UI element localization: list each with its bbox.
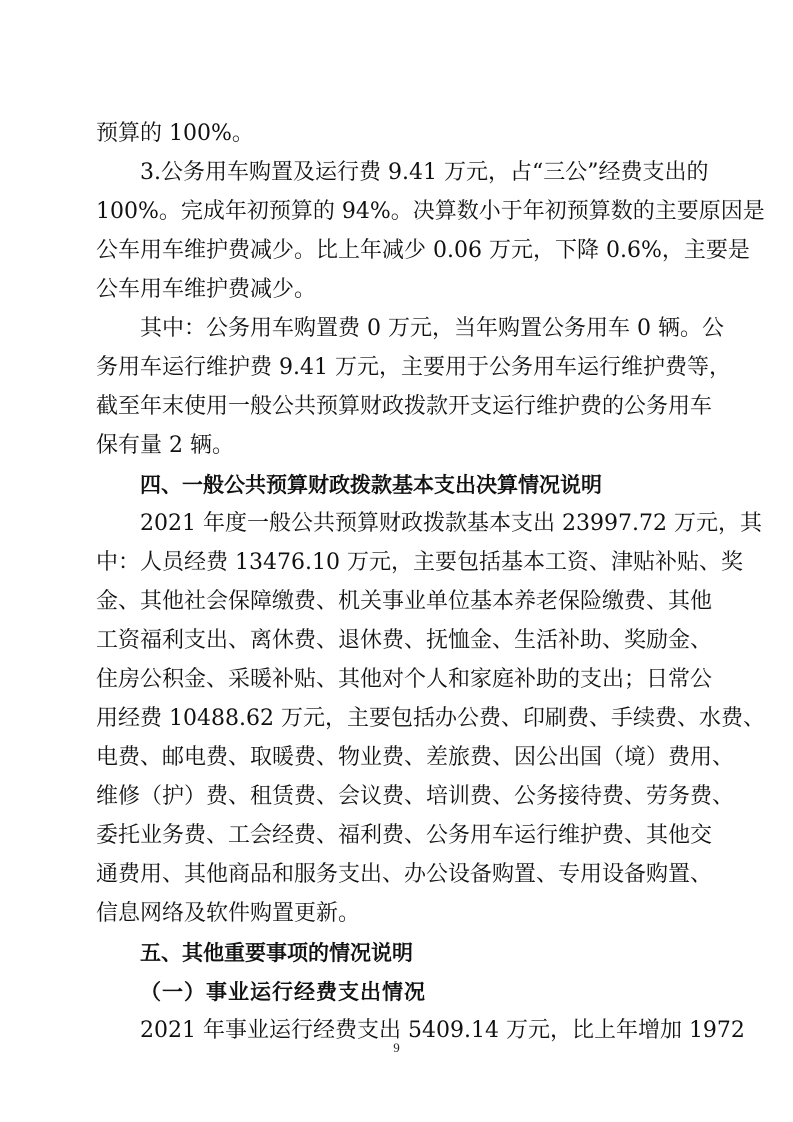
paragraph-line: 预算的 100%。 (96, 121, 254, 146)
paragraph-line: 中：人员经费 13476.10 万元，主要包括基本工资、津贴补贴、奖 (96, 550, 743, 575)
paragraph-line: 住房公积金、采暖补贴、其他对个人和家庭补助的支出；日常公 (96, 667, 713, 692)
paragraph-line: 公车用车维护费减少。比上年减少 0.06 万元，下降 0.6%，主要是 (96, 238, 750, 263)
paragraph-line: 100%。完成年初预算的 94%。决算数小于年初预算数的主要原因是 (96, 199, 765, 224)
paragraph-line: 保有量 2 辆。 (96, 433, 234, 458)
paragraph-line: 信息网络及软件购置更新。 (96, 901, 361, 926)
paragraph-line: 3.公务用车购置及运行费 9.41 万元，占“三公”经费支出的 (140, 160, 709, 185)
section-heading: 五、其他重要事项的情况说明 (140, 941, 413, 965)
paragraph-line: 公车用车维护费减少。 (96, 277, 317, 302)
paragraph-line: 2021 年度一般公共预算财政拨款基本支出 23997.72 万元，其 (140, 511, 762, 536)
paragraph-line: 用经费 10488.62 万元，主要包括办公费、印刷费、手续费、水费、 (96, 706, 765, 731)
paragraph-line: 2021 年事业运行经费支出 5409.14 万元，比上年增加 1972 (140, 1018, 745, 1043)
subsection-heading: （一）事业运行经费支出情况 (140, 980, 426, 1004)
paragraph-line: 截至年末使用一般公共预算财政拨款开支运行维护费的公务用车 (96, 394, 713, 419)
paragraph-line: 维修（护）费、租赁费、会议费、培训费、公务接待费、劳务费、 (96, 784, 735, 809)
paragraph-line: 务用车运行维护费 9.41 万元，主要用于公务用车运行维护费等， (96, 355, 731, 380)
paragraph-line: 电费、邮电费、取暖费、物业费、差旅费、因公出国（境）费用、 (96, 745, 735, 770)
page-number: 9 (393, 1040, 400, 1055)
section-heading: 四、一般公共预算财政拨款基本支出决算情况说明 (140, 473, 602, 497)
paragraph-line: 工资福利支出、离休费、退休费、抚恤金、生活补助、奖励金、 (96, 628, 713, 653)
paragraph-line: 通费用、其他商品和服务支出、办公设备购置、专用设备购置、 (96, 862, 713, 887)
paragraph-line: 其中：公务用车购置费 0 万元，当年购置公务用车 0 辆。公 (140, 316, 724, 341)
paragraph-line: 金、其他社会保障缴费、机关事业单位基本养老保险缴费、其他 (96, 589, 713, 614)
paragraph-line: 委托业务费、工会经费、福利费、公务用车运行维护费、其他交 (96, 823, 713, 848)
